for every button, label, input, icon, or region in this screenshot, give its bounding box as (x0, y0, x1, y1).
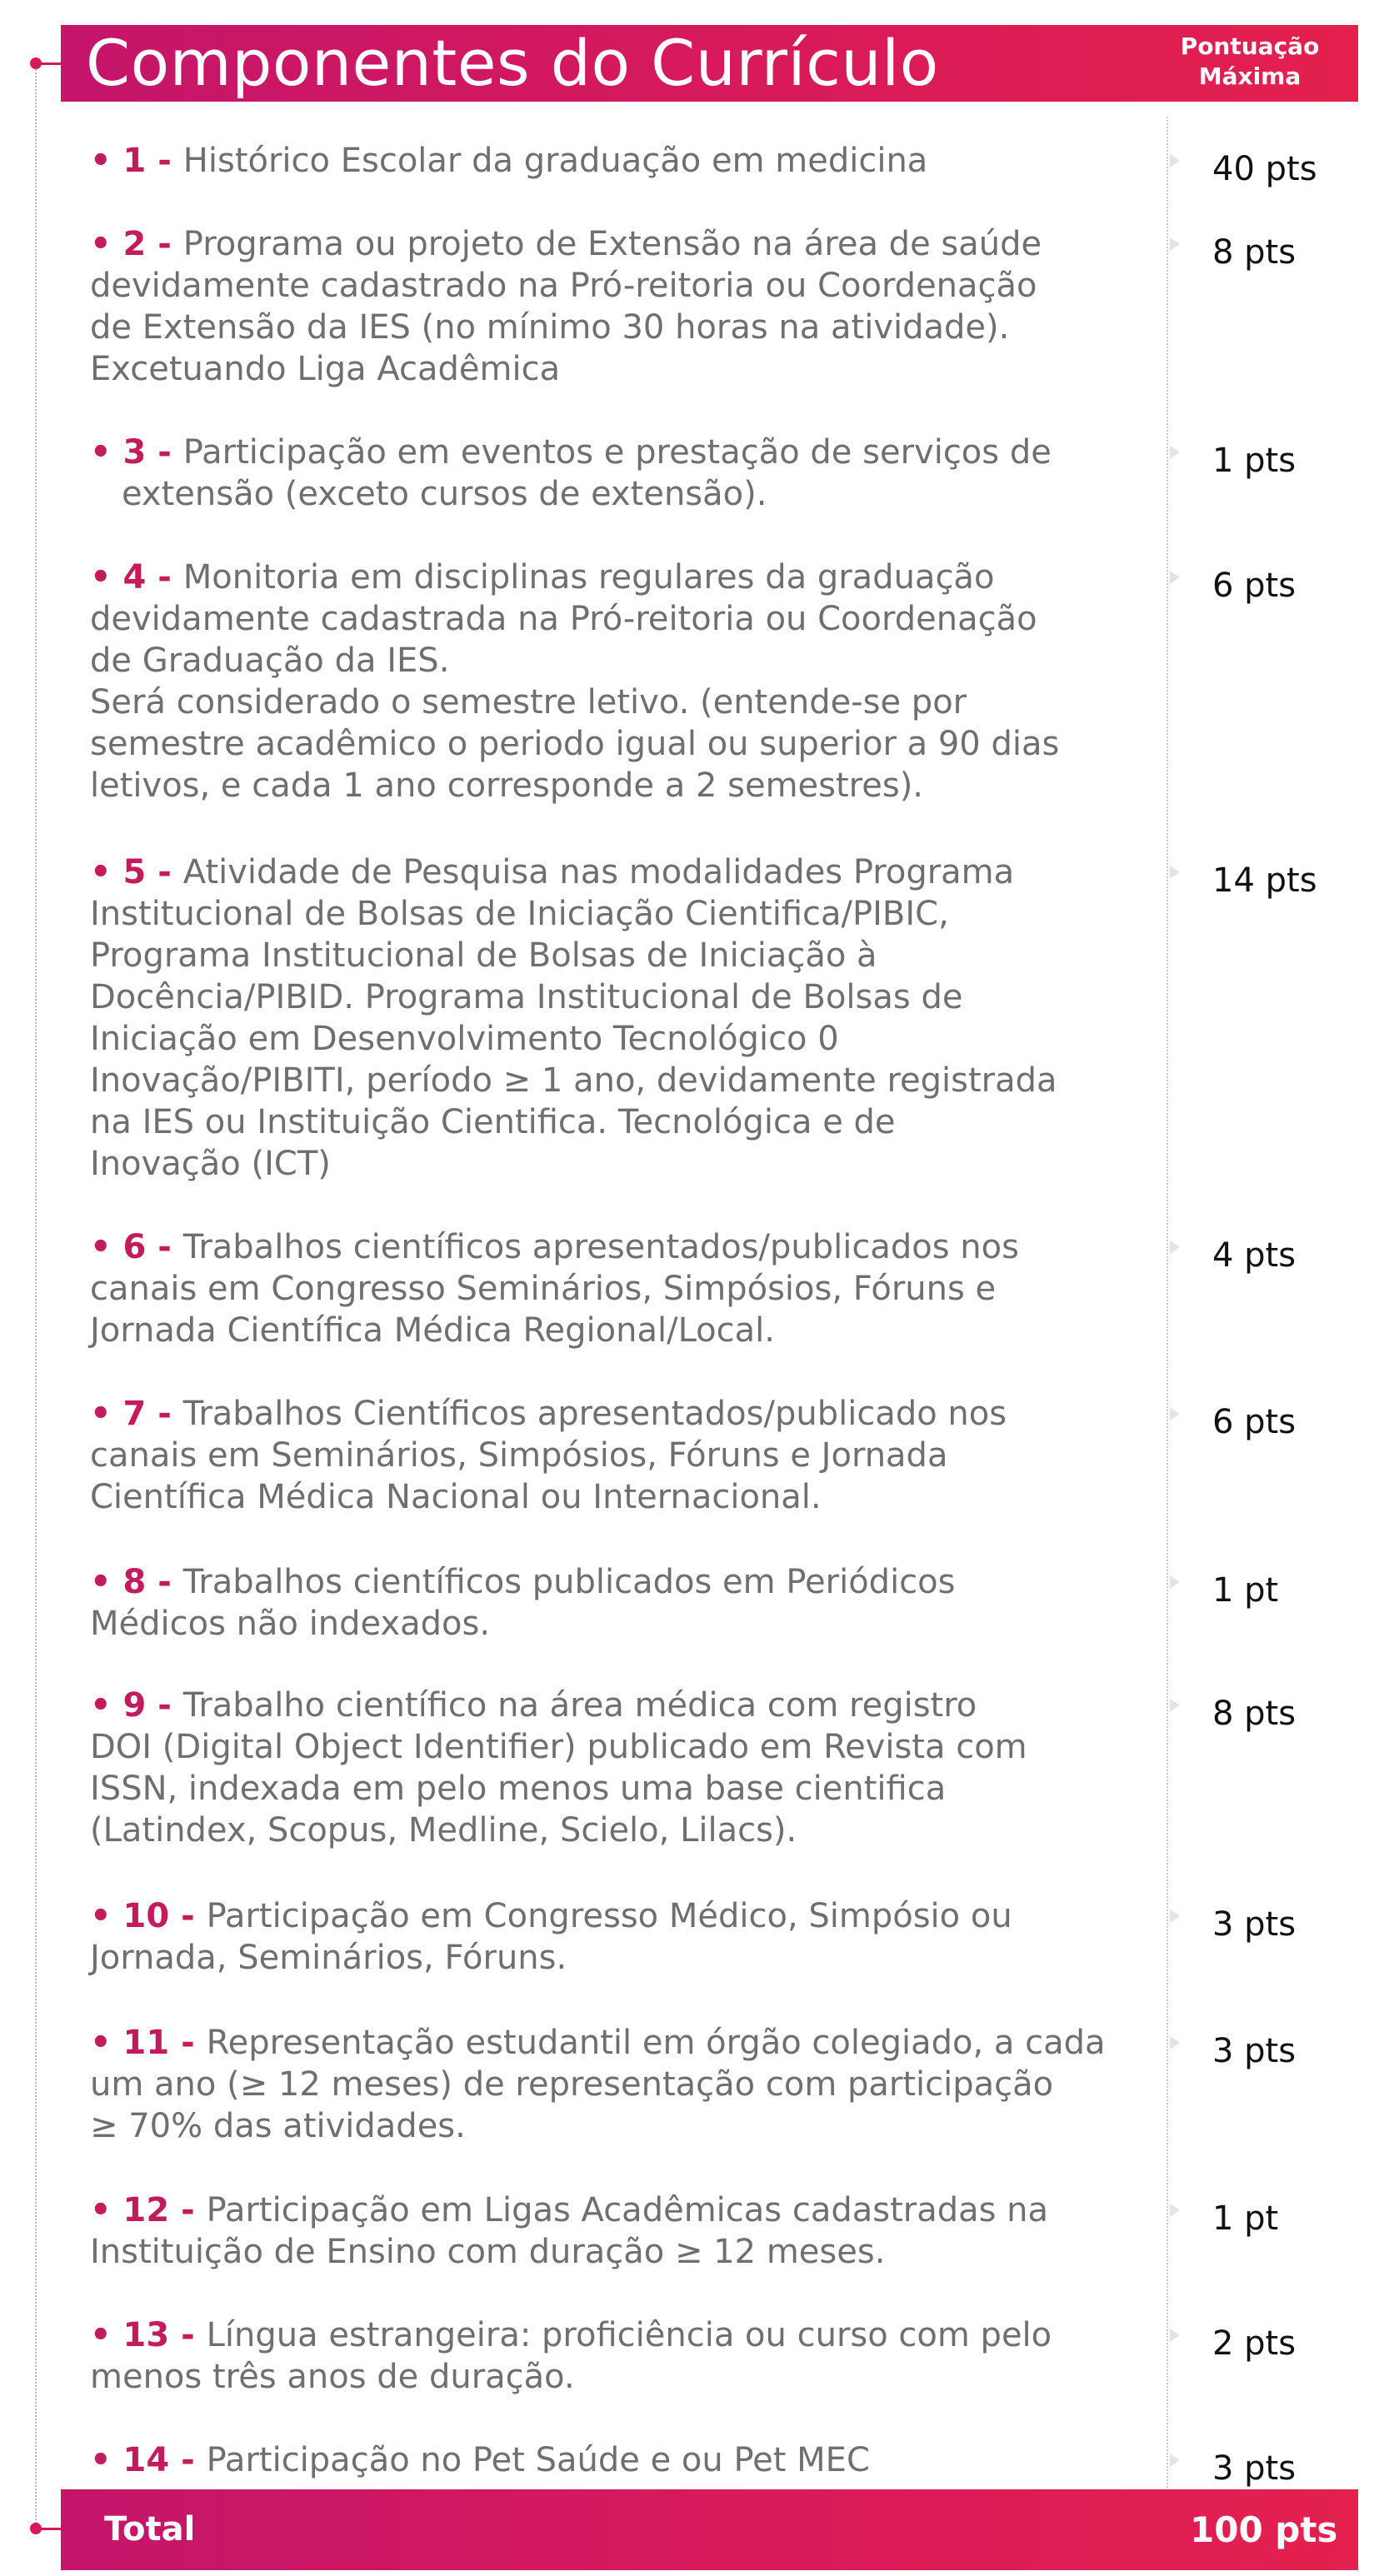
arrow-icon (1170, 2454, 1180, 2467)
item-text-line (90, 140, 1132, 182)
item-text-line (90, 432, 1132, 473)
page-title: Componentes do Currículo (86, 26, 939, 100)
item-number: • 8 - (90, 1563, 183, 1601)
item-text: Atividade de Pesquisa nas modalidades Programa (182, 853, 1015, 891)
item-text: semestre acadêmico o periodo igual ou superior a 90 dias (90, 725, 1060, 763)
list-item (90, 432, 1132, 515)
arrow-icon (1170, 571, 1180, 584)
item-text: Será considerado o semestre letivo. (entende-se por (90, 683, 967, 721)
max-score-column-header (1142, 32, 1358, 92)
item-text-line (90, 1226, 1132, 1268)
item-text: Trabalhos Científicos apresentados/publicado nos (182, 1395, 1007, 1433)
item-text-line (90, 1101, 1132, 1143)
item-text: Trabalhos científicos publicados em Periódicos (182, 1563, 956, 1601)
arrow-icon (1170, 154, 1180, 167)
item-text: Médicos não indexados. (90, 1605, 491, 1643)
item-text: Participação no Pet Saúde e ou Pet MEC (206, 2441, 870, 2479)
item-text: Histórico Escolar da graduação em medicina (182, 142, 928, 180)
item-points: 3 pts (1212, 1905, 1297, 1944)
total-label: Total (104, 2510, 196, 2549)
item-text-line (90, 1937, 1132, 1979)
max-score-header-line1: Pontuação (1180, 32, 1320, 60)
item-text: Inovação/PIBITI, período ≥ 1 ano, devidamente registrada (90, 1061, 1057, 1100)
list-item (90, 2189, 1132, 2273)
item-text: Institucional de Bolsas de Iniciação Cientifica/PIBIC, (90, 895, 949, 933)
item-text: Excetuando Liga Acadêmica (90, 350, 561, 388)
item-text-line (90, 1561, 1132, 1603)
timeline-line (35, 63, 37, 2526)
item-text-line (90, 640, 1132, 681)
item-number: • 1 - (90, 142, 183, 180)
list-item (90, 1895, 1132, 1979)
item-text-line (90, 1060, 1132, 1101)
arrow-icon (1170, 237, 1180, 251)
timeline-bottom-connector (38, 2528, 62, 2530)
item-text: Trabalhos científicos apresentados/publicados nos (182, 1228, 1019, 1266)
item-text-line (90, 2064, 1132, 2105)
item-text: um ano (≥ 12 meses) de representação com participação (90, 2065, 1054, 2104)
item-text-line (90, 1393, 1132, 1435)
item-text-line (90, 2105, 1132, 2147)
item-text-line (90, 1435, 1132, 1476)
timeline-top-connector (38, 62, 62, 65)
item-text: Jornada Científica Médica Regional/Local. (90, 1311, 775, 1350)
item-number: • 13 - (90, 2316, 207, 2354)
item-number: • 7 - (90, 1395, 183, 1433)
item-text-line (90, 2439, 1132, 2481)
list-item (90, 140, 1132, 182)
item-text: Língua estrangeira: proficiência ou curso com pelo (206, 2316, 1052, 2354)
item-text-line (90, 598, 1132, 640)
item-points: 6 pts (1212, 567, 1297, 605)
item-text: na IES ou Instituição Cientifica. Tecnológica e de (90, 1103, 896, 1141)
item-text-line (90, 1603, 1132, 1645)
item-points: 1 pts (1212, 442, 1297, 480)
arrow-icon (1170, 1241, 1180, 1254)
header-bar (61, 25, 1358, 102)
item-text-line (90, 1685, 1132, 1726)
item-text: canais em Congresso Seminários, Simpósios, Fóruns e (90, 1270, 997, 1308)
item-text-line (90, 1768, 1132, 1810)
item-points: 1 pt (1212, 2199, 1279, 2238)
item-text: Programa ou projeto de Extensão na área de saúde (182, 225, 1042, 263)
item-text-line (90, 1143, 1132, 1185)
item-text-line (90, 557, 1132, 598)
item-text: canais em Seminários, Simpósios, Fóruns e Jornada (90, 1436, 948, 1475)
item-text: Científica Médica Nacional ou Internacional. (90, 1478, 822, 1516)
item-points: 3 pts (1212, 2449, 1297, 2488)
list-item (90, 1393, 1132, 1518)
item-text: Monitoria em disciplinas regulares da graduação (182, 558, 995, 597)
item-points: 40 pts (1212, 150, 1317, 188)
total-value: 100 pts (1190, 2509, 1338, 2550)
item-points: 4 pts (1212, 1236, 1297, 1275)
item-text-line (90, 1810, 1132, 1851)
item-text: Participação em Congresso Médico, Simpósio ou (206, 1897, 1012, 1935)
list-item (90, 557, 1132, 806)
item-text-line (90, 2189, 1132, 2231)
item-text-line (90, 893, 1132, 935)
item-text: Jornada, Seminários, Fóruns. (90, 1939, 567, 1977)
item-text: menos três anos de duração. (90, 2358, 575, 2396)
item-text: (Latindex, Scopus, Medline, Scielo, Lilacs). (90, 1811, 797, 1850)
item-number: • 2 - (90, 225, 183, 263)
item-text-line (90, 2022, 1132, 2064)
item-text: extensão (exceto cursos de extensão). (122, 475, 767, 513)
item-text-line (90, 1018, 1132, 1060)
item-text: Participação em Ligas Acadêmicas cadastradas na (206, 2191, 1049, 2229)
item-number: • 6 - (90, 1228, 183, 1266)
total-bar (61, 2489, 1358, 2570)
item-points: 8 pts (1212, 1695, 1297, 1733)
item-points: 6 pts (1212, 1403, 1297, 1441)
item-text-line (90, 2314, 1132, 2356)
arrow-icon (1170, 1575, 1180, 1589)
item-number: • 12 - (90, 2191, 207, 2229)
item-text-line (90, 1726, 1132, 1768)
arrow-icon (1170, 866, 1180, 879)
item-text: ≥ 70% das atividades. (90, 2107, 466, 2145)
item-text-line (90, 223, 1132, 265)
item-points: 1 pt (1212, 1571, 1279, 1610)
arrow-icon (1170, 446, 1180, 459)
item-text-line (90, 935, 1132, 976)
list-item (90, 1685, 1132, 1851)
item-points: 3 pts (1212, 2032, 1297, 2070)
list-item (90, 2314, 1132, 2398)
item-text: Docência/PIBID. Programa Institucional de Bolsas de (90, 978, 963, 1016)
item-text: devidamente cadastrada na Pró-reitoria ou Coordenação (90, 600, 1037, 638)
item-text-line (90, 348, 1132, 390)
item-text-line (90, 851, 1132, 893)
points-column-divider (1167, 117, 1168, 2491)
list-item (90, 2439, 1132, 2481)
item-text: devidamente cadastrado na Pró-reitoria ou Coordenação (90, 267, 1037, 305)
arrow-icon (1170, 1910, 1180, 1923)
item-text: Programa Institucional de Bolsas de Iniciação à (90, 936, 877, 975)
list-item (90, 851, 1132, 1185)
list-item (90, 223, 1132, 390)
list-item (90, 1561, 1132, 1645)
item-text: Participação em eventos e prestação de serviços de (182, 433, 1052, 472)
item-points: 8 pts (1212, 233, 1297, 272)
item-text: Representação estudantil em órgão colegiado, a cada (206, 2024, 1106, 2062)
item-text: Iniciação em Desenvolvimento Tecnológico 0 (90, 1020, 839, 1058)
item-text: letivos, e cada 1 ano corresponde a 2 semestres). (90, 766, 924, 805)
item-text: Trabalho científico na área médica com registro (182, 1686, 977, 1725)
item-number: • 11 - (90, 2024, 207, 2062)
item-number: • 9 - (90, 1686, 183, 1725)
arrow-icon (1170, 2329, 1180, 2342)
item-text-line (90, 1476, 1132, 1518)
item-text-line (90, 265, 1132, 307)
list-item (90, 2022, 1132, 2147)
arrow-icon (1170, 1407, 1180, 1420)
item-text: DOI (Digital Object Identifier) publicado em Revista com (90, 1728, 1027, 1766)
item-number: • 3 - (90, 433, 183, 472)
item-number: • 14 - (90, 2441, 207, 2479)
item-text: de Extensão da IES (no mínimo 30 horas na atividade). (90, 308, 1010, 347)
max-score-header-line2: Máxima (1198, 62, 1302, 90)
item-text-line (90, 681, 1132, 723)
item-text-line (90, 2231, 1132, 2273)
item-text-line (90, 473, 1132, 515)
item-number: • 5 - (90, 853, 183, 891)
item-text-line (90, 976, 1132, 1018)
item-number: • 10 - (90, 1897, 207, 1935)
item-text: Instituição de Ensino com duração ≥ 12 meses. (90, 2233, 886, 2271)
item-text-line (90, 765, 1132, 806)
item-text-line (90, 2356, 1132, 2398)
item-text-line (90, 1895, 1132, 1937)
arrow-icon (1170, 1699, 1180, 1712)
item-text: de Graduação da IES. (90, 642, 450, 680)
item-points: 2 pts (1212, 2324, 1297, 2363)
arrow-icon (1170, 2204, 1180, 2217)
item-text-line (90, 307, 1132, 348)
item-text-line (90, 723, 1132, 765)
item-points: 14 pts (1212, 861, 1317, 900)
list-item (90, 1226, 1132, 1351)
item-text: Inovação (ICT) (90, 1145, 331, 1183)
arrow-icon (1170, 2036, 1180, 2049)
item-text-line (90, 1310, 1132, 1351)
item-text: ISSN, indexada em pelo menos uma base cientifica (90, 1770, 947, 1808)
item-text-line (90, 1268, 1132, 1310)
item-number: • 4 - (90, 558, 183, 597)
